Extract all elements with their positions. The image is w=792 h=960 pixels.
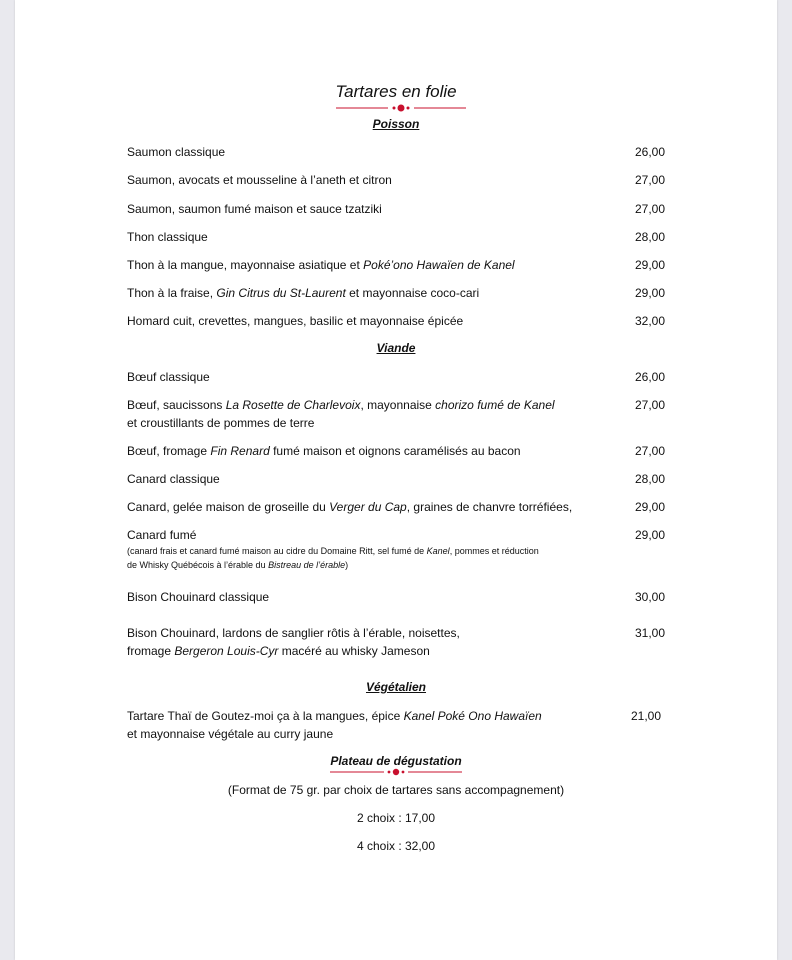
item-name: Canard fumé (canard frais et canard fumé maison au cidre du Domaine Ritt, sel fumé de Kanel, pommes et réduction de Whisky Québécois à l’érable du Bistreau de l’érable) bbox=[127, 526, 607, 572]
item-price: 29,00 bbox=[634, 500, 665, 514]
item-name: Bœuf, saucissons La Rosette de Charlevoix, mayonnaise chorizo fumé de Kanel et croustillants de pommes de terre bbox=[127, 398, 555, 430]
item-price: 27,00 bbox=[634, 202, 665, 216]
item-price: 30,00 bbox=[634, 590, 665, 604]
item-price: 26,00 bbox=[634, 145, 665, 159]
item-name: Bison Chouinard classique bbox=[127, 590, 270, 604]
item-name: Homard cuit, crevettes, mangues, basilic et mayonnaise épicée bbox=[127, 314, 464, 328]
item-name: Bœuf classique bbox=[127, 370, 210, 384]
item-price: 27,00 bbox=[634, 173, 665, 187]
item-price: 29,00 bbox=[634, 286, 665, 300]
item-note: (canard frais et canard fumé maison au cidre du Domaine Ritt, sel fumé de Kanel, pommes et réduction de Whisky Québécois à l’érable du Bistreau de l’érable) bbox=[127, 546, 539, 570]
plateau-format: (Format de 75 gr. par choix de tartares sans accompagnement) bbox=[227, 783, 565, 797]
item-name: Saumon classique bbox=[127, 145, 226, 159]
item-price: 21,00 bbox=[630, 709, 661, 723]
item-name: Bœuf, fromage Fin Renard fumé maison et oignons caramélisés au bacon bbox=[127, 444, 521, 458]
item-price: 31,00 bbox=[634, 626, 665, 640]
item-price: 28,00 bbox=[634, 230, 665, 244]
item-name: Saumon, avocats et mousseline à l’aneth et citron bbox=[127, 173, 392, 187]
item-name: Saumon, saumon fumé maison et sauce tzatziki bbox=[127, 202, 382, 216]
item-price: 27,00 bbox=[634, 444, 665, 458]
plateau-ornament bbox=[330, 767, 462, 777]
item-price: 29,00 bbox=[634, 528, 665, 542]
item-name: Thon classique bbox=[127, 230, 208, 244]
item-price: 29,00 bbox=[634, 258, 665, 272]
section-poisson: Poisson bbox=[372, 117, 420, 131]
item-name: Thon à la mangue, mayonnaise asiatique et Poké’ono Hawaïen de Kanel bbox=[127, 258, 515, 272]
item-name: Thon à la fraise, Gin Citrus du St-Laurent et mayonnaise coco-cari bbox=[127, 286, 480, 300]
item-name: Bison Chouinard, lardons de sanglier rôtis à l’érable, noisettes, fromage Bergeron Louis-Cyr macéré au whisky Jameson bbox=[127, 626, 460, 658]
item-name: Canard classique bbox=[127, 472, 220, 486]
item-price: 28,00 bbox=[634, 472, 665, 486]
section-viande: Viande bbox=[376, 341, 416, 355]
item-price: 27,00 bbox=[634, 398, 665, 412]
item-name: Canard, gelée maison de groseille du Verger du Cap, graines de chanvre torréfiées, bbox=[127, 500, 573, 514]
section-plateau: Plateau de dégustation bbox=[330, 754, 462, 768]
item-price: 32,00 bbox=[634, 314, 665, 328]
item-price: 26,00 bbox=[634, 370, 665, 384]
title-ornament bbox=[336, 102, 466, 114]
plateau-choice-4: 4 choix : 32,00 bbox=[356, 839, 436, 853]
page-title: Tartares en folie bbox=[335, 82, 457, 101]
section-vegetalien: Végétalien bbox=[365, 680, 427, 694]
plateau-choice-2: 2 choix : 17,00 bbox=[356, 811, 436, 825]
item-name: Tartare Thaï de Goutez-moi ça à la mangues, épice Kanel Poké Ono Hawaïen et mayonnaise végétale au curry jaune bbox=[127, 709, 542, 741]
